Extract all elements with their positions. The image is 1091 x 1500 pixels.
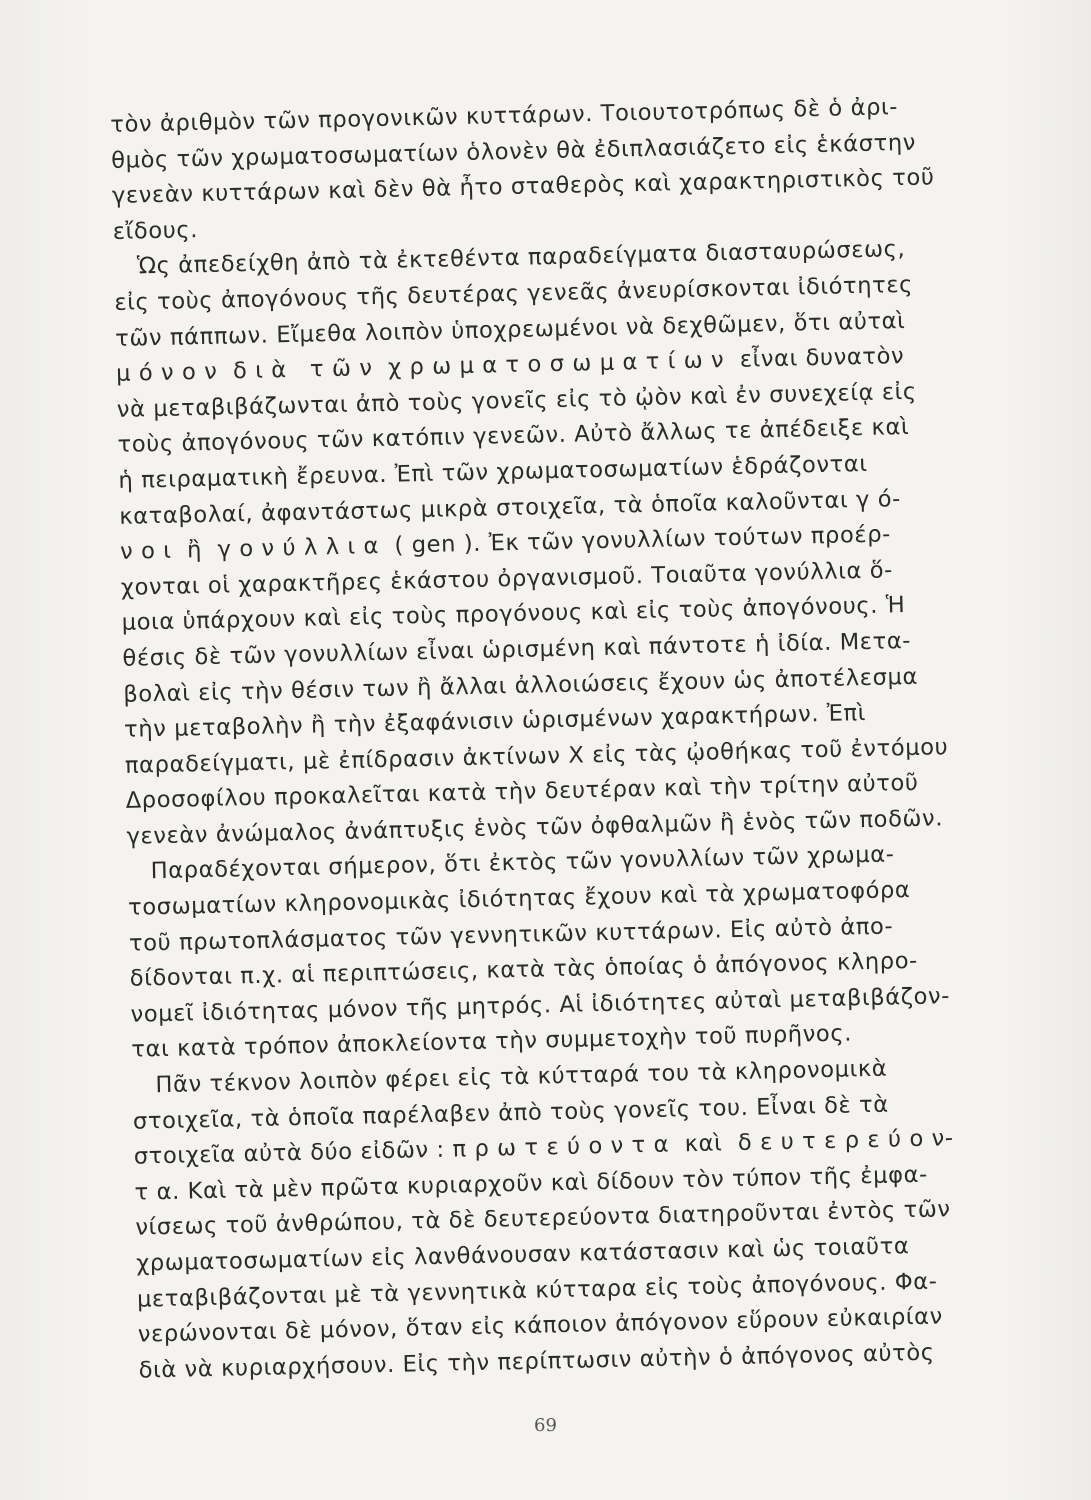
text-line: νερώνονται δὲ μόνον, ὅταν εἰς κάποιον ἀπόγονον εὕρουν εὐκαιρίαν <box>137 1303 944 1348</box>
text-line: τ α. Καὶ τὰ μὲν πρῶτα κυριαρχοῦν καὶ δίδουν τὸν τύπον τῆς ἐμφα- <box>134 1161 929 1206</box>
text-line: εἴδους. <box>112 216 199 245</box>
text-line: νὰ μεταβιβάζωνται ἀπὸ τοὺς γονεῖς εἰς τὸ ᾠὸν καὶ ἐν συνεχείᾳ εἰς <box>116 378 918 423</box>
text-line: τοῦ πρωτοπλάσματος τῶν γεννητικῶν κυττάρων. Εἰς αὐτὸ ἀπο- <box>128 913 894 957</box>
text-line: τοὺς ἀπογόνους τῶν κατόπιν γενεῶν. Αὐτὸ ἄλλως τε ἀπέδειξε καὶ <box>117 414 910 459</box>
text-line: ἡ πειραματικὴ ἔρευνα. Ἐπὶ τῶν χρωματοσωματίων ἑδράζονται <box>118 450 868 494</box>
text-line: γενεὰν κυττάρων καὶ δὲν θὰ ἦτο σταθερὸς καὶ χαρακτηριστικὸς τοῦ <box>111 164 935 210</box>
text-line: Δροσοφίλου προκαλεῖται κατὰ τὴν δευτέραν καὶ τὴν τρίτην αὐτοῦ <box>125 770 919 815</box>
text-line: χρωματοσωματίων εἰς λανθάνουσαν κατάστασιν καὶ ὡς τοιαῦτα <box>135 1233 910 1277</box>
text-line: Παραδέχονται σήμερον, ὅτι ἐκτὸς τῶν γονυλλίων τῶν χρωμα- <box>127 841 895 886</box>
text-line: μ ό ν ο ν δ ι ὰ τ ῶ ν χ ρ ω μ α τ ο σ ω μ α τ ί ω ν εἶναι δυνατὸν <box>115 343 905 388</box>
text-line: εἰς τοὺς ἀπογόνους τῆς δευτέρας γενεᾶς ἀνευρίσκονται ἰδιότητες <box>114 271 914 316</box>
text-line: Πᾶν τέκνον λοιπὸν φέρει εἰς τὰ κύτταρά του τὰ κληρονομικὰ <box>131 1055 888 1099</box>
text-line: μεταβιβάζονται μὲ τὰ γεννητικὰ κύτταρα εἰς τοὺς ἀπογόνους. Φα- <box>136 1268 938 1313</box>
text-line: δίδονται π.χ. αἱ περιπτώσεις, κατὰ τὰς ὁποίας ὁ ἀπόγονος κληρο- <box>129 948 919 993</box>
text-line: τὴν μεταβολὴν ἢ τὴν ἐξαφάνισιν ὡρισμένων χαρακτήρων. Ἐπὶ <box>123 700 867 743</box>
text-line: Ὡς ἀπεδείχθη ἀπὸ τὰ ἐκτεθέντα παραδείγματα διασταυρώσεως, <box>113 236 906 281</box>
text-line: στοιχεῖα, τὰ ὁποῖα παρέλαβεν ἀπὸ τοὺς γονεῖς του. Εἶναι δὲ τὰ <box>132 1091 890 1135</box>
text-line: γενεὰν ἀνώμαλος ἀνάπτυξις ἑνὸς τῶν ὀφθαλμῶν ἢ ἑνὸς τῶν ποδῶν. <box>126 805 944 850</box>
text-line: τοσωματίων κληρονομικὰς ἰδιότητας ἔχουν καὶ τὰ χρωματοφόρα <box>127 877 911 921</box>
text-line: θέσις δὲ τῶν γονυλλίων εἶναι ὡρισμένη καὶ πάντοτε ἡ ἰδία. Μετα- <box>122 627 912 672</box>
text-line: τῶν πάππων. Εἴμεθα λοιπὸν ὑποχρεωμένοι νὰ δεχθῶμεν, ὅτι αὐταὶ <box>114 307 906 352</box>
text-line: θμὸς τῶν χρωματοσωματίων ὁλονὲν θὰ ἐδιπλασιάζετο εἰς ἑκάστην <box>110 129 917 174</box>
text-line: ται κατὰ τρόπον ἀποκλείοντα τὴν συμμετοχὴν τοῦ πυρῆνος. <box>131 1020 853 1064</box>
text-line: τὸν ἀριθμὸν τῶν προγονικῶν κυττάρων. Τοιουτοτρόπως δὲ ὁ ἀρι- <box>110 94 899 138</box>
text-line: χονται οἱ χαρακτῆρες ἑκάστου ὀργανισμοῦ. Τοιαῦτα γονύλλια ὅ- <box>120 557 894 601</box>
body-text <box>110 88 1009 1389</box>
text-line: καταβολαί, ἀφαντάστως μικρὰ στοιχεῖα, τὰ ὁποῖα καλοῦνται γ ό- <box>118 485 902 530</box>
text-line: βολαὶ εἰς τὴν θέσιν των ἢ ἄλλαι ἀλλοιώσεις ἔχουν ὡς ἀποτέλεσμα <box>123 663 919 708</box>
text-line: νίσεως τοῦ ἀνθρώπου, τὰ δὲ δευτερεύοντα διατηροῦνται ἐντὸς τῶν <box>135 1196 951 1242</box>
text-line: μοια ὑπάρχουν καὶ εἰς τοὺς προγόνους καὶ εἰς τοὺς ἀπογόνους. Ἡ <box>121 592 906 637</box>
text-line: ν ο ι ἢ γ ο ν ύ λ λ ι α ( gen ). Ἐκ τῶν γονυλλίων τούτων προέρ- <box>119 521 892 566</box>
text-line: νομεῖ ἰδιότητας μόνον τῆς μητρός. Αἱ ἰδιότητες αὐταὶ μεταβιβάζον- <box>130 983 951 1028</box>
text-line: παραδείγματι, μὲ ἐπίδρασιν ἀκτίνων X εἰς τὰς ᾠοθήκας τοῦ ἐντόμου <box>124 733 949 779</box>
text-line: διὰ νὰ κυριαρχήσουν. Εἰς τὴν περίπτωσιν αὐτὴν ὁ ἀπόγονος αὐτὸς <box>138 1339 935 1384</box>
text-line: στοιχεῖα αὐτὰ δύο εἰδῶν : π ρ ω τ ε ύ ο ν τ α καὶ δ ε υ τ ε ρ ε ύ ο ν- <box>133 1125 954 1170</box>
page-number: 69 <box>534 1415 557 1436</box>
